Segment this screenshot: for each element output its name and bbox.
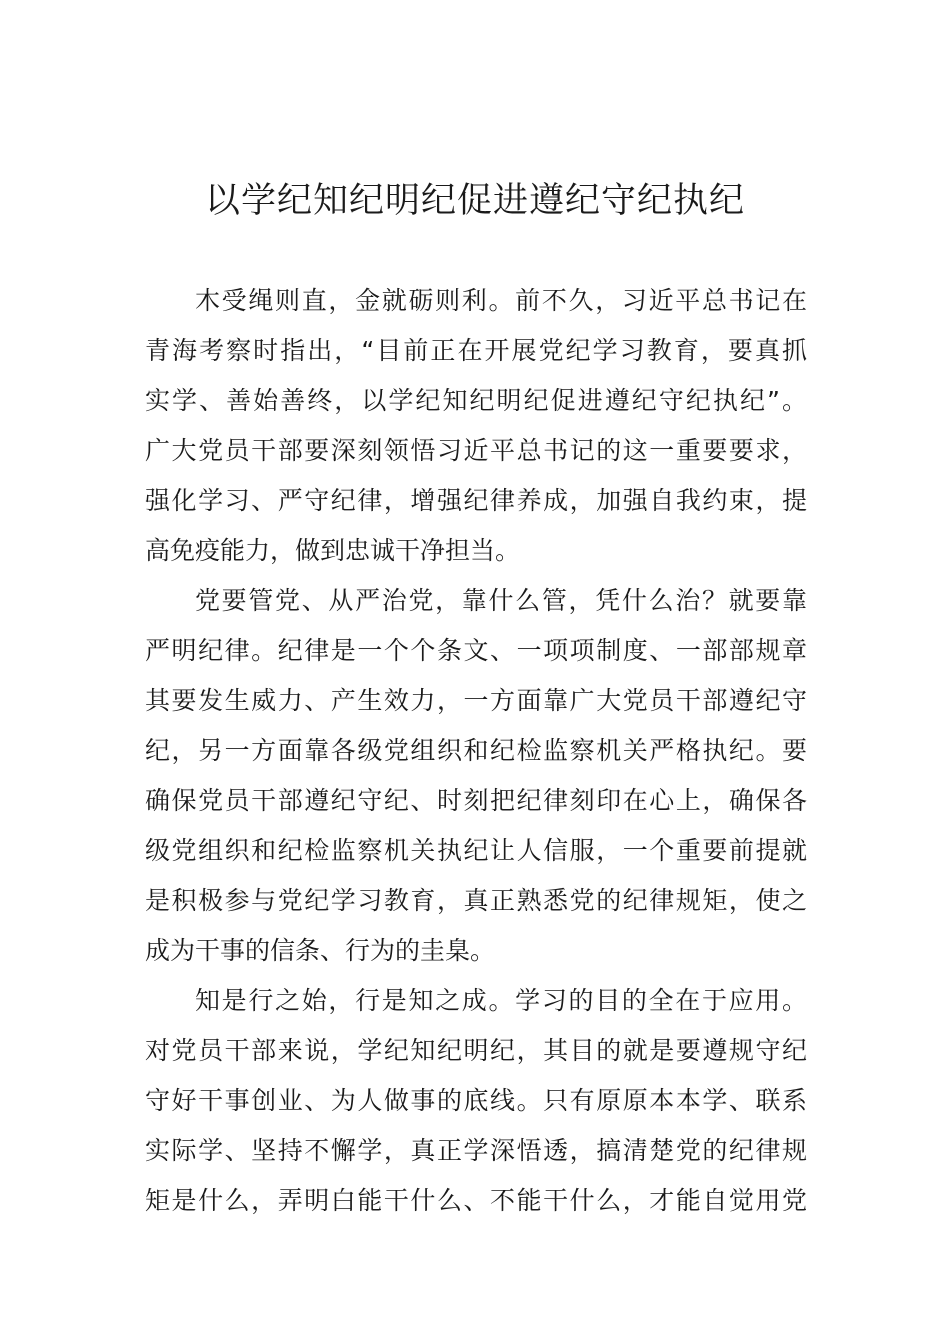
text-line: 实际学、坚持不懈学，真正学深悟透，搞清楚党的纪律规	[145, 1136, 807, 1165]
text-line: 广大党员干部要深刻领悟习近平总书记的这一重要要求，	[145, 436, 807, 465]
text-line: 强化学习、严守纪律，增强纪律养成，加强自我约束，提	[145, 486, 807, 515]
text-line: 其要发生威力、产生效力，一方面靠广大党员干部遵纪守	[145, 686, 807, 715]
document-title: 以学纪知纪明纪促进遵纪守纪执纪	[204, 181, 745, 221]
text-line: 是积极参与党纪学习教育，真正熟悉党的纪律规矩，使之	[145, 886, 807, 915]
text-line: 青海考察时指出，“目前正在开展党纪学习教育，要真抓	[145, 336, 807, 365]
text-line: 高免疫能力，做到忠诚干净担当。	[145, 536, 521, 565]
text-line: 对党员干部来说，学纪知纪明纪，其目的就是要遵规守纪	[145, 1036, 807, 1065]
text-line: 级党组织和纪检监察机关执纪让人信服，一个重要前提就	[145, 836, 807, 865]
text-line: 确保党员干部遵纪守纪、时刻把纪律刻印在心上，确保各	[145, 786, 807, 815]
text-line: 成为干事的信条、行为的圭臬。	[145, 936, 496, 965]
text-line: 知是行之始，行是知之成。学习的目的全在于应用。	[195, 986, 807, 1015]
text-line: 守好干事创业、为人做事的底线。只有原原本本学、联系	[145, 1086, 807, 1115]
text-line: 木受绳则直，金就砺则利。前不久，习近平总书记在	[195, 286, 807, 315]
text-line: 矩是什么，弄明白能干什么、不能干什么，才能自觉用党	[145, 1186, 807, 1215]
text-line: 严明纪律。纪律是一个个条文、一项项制度、一部部规章	[145, 636, 807, 665]
text-line: 党要管党、从严治党，靠什么管，凭什么治？就要靠	[195, 586, 807, 615]
text-line: 实学、善始善终，以学纪知纪明纪促进遵纪守纪执纪”。	[145, 386, 807, 415]
text-line: 纪，另一方面靠各级党组织和纪检监察机关严格执纪。要	[145, 736, 807, 765]
